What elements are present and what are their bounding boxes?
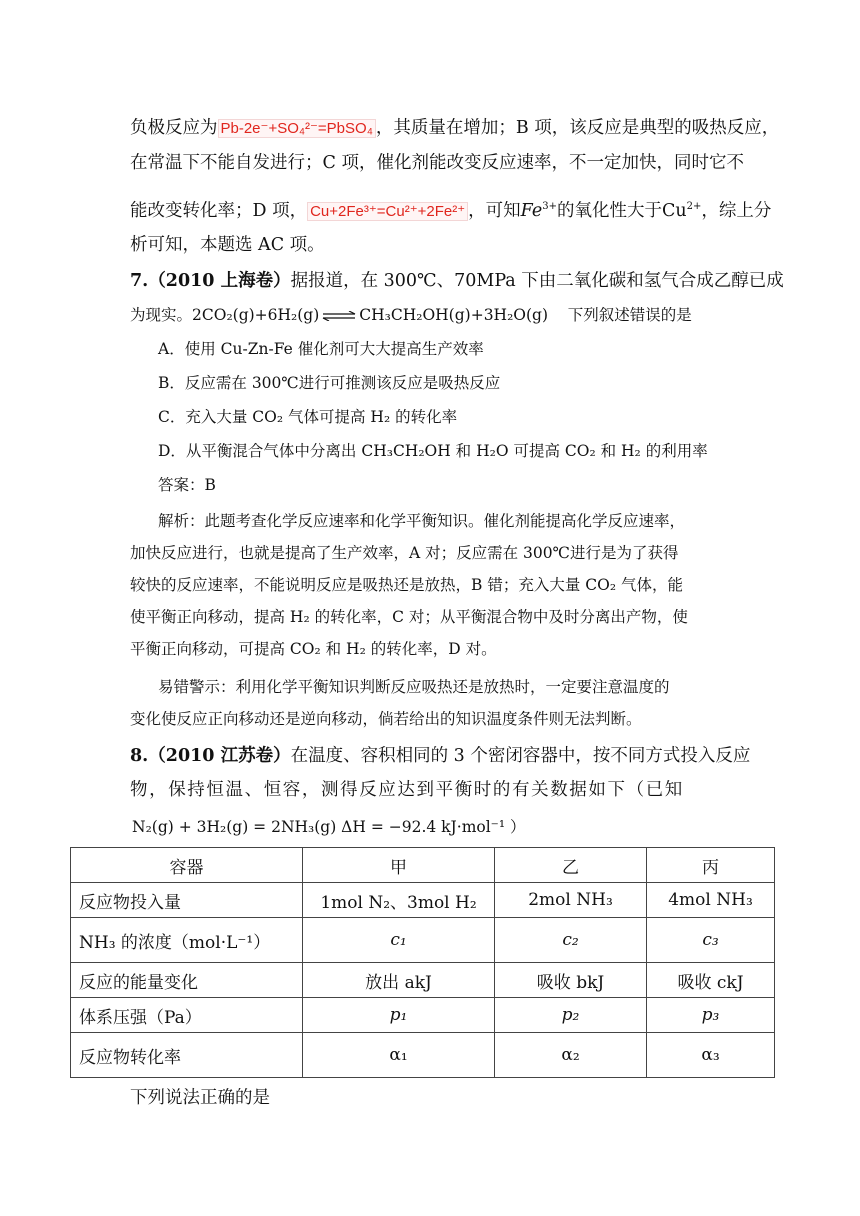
table-cell: c₁ bbox=[303, 918, 495, 963]
table-cell: 吸收 bkJ bbox=[495, 963, 647, 998]
data-table bbox=[70, 847, 775, 1078]
intro-text: 能改变转化率；D 项， bbox=[130, 201, 308, 221]
intro-text: ，可知 bbox=[468, 201, 521, 221]
intro-line-3 bbox=[130, 194, 772, 225]
q7-warning-line: 变化使反应正向移动还是逆向移动，倘若给出的知识温度条件则无法判断。 bbox=[130, 710, 642, 728]
table-header-row bbox=[71, 848, 775, 883]
table-cell: α₂ bbox=[495, 1033, 647, 1078]
q7-answer: 答案：B bbox=[158, 476, 216, 494]
table-cell: 放出 akJ bbox=[303, 963, 495, 998]
equation-right: CH₃CH₂OH(g)+3H₂O(g) bbox=[359, 306, 549, 324]
q7-analysis-line: 加快反应进行，也就是提高了生产效率，A 对；反应需在 300℃进行是为了获得 bbox=[130, 544, 679, 562]
q8-equation: N₂(g) + 3H₂(g) = 2NH₃(g) ΔH = −92.4 kJ·mol⁻¹ ） bbox=[132, 818, 526, 836]
table-row bbox=[71, 883, 775, 918]
intro-line-1 bbox=[130, 115, 780, 142]
question-number: 7. bbox=[130, 271, 149, 291]
q7-analysis-line: 使平衡正向移动，提高 H₂ 的转化率，C 对；从平衡混合物中及时分离出产物，使 bbox=[130, 608, 688, 626]
table-cell: p₃ bbox=[647, 998, 775, 1033]
q8-stem-line-1 bbox=[130, 743, 751, 769]
q7-option-d: D．从平衡混合气体中分离出 CH₃CH₂OH 和 H₂O 可提高 CO₂ 和 H₂ 的利用率 bbox=[158, 442, 708, 460]
intro-text: ，综上分 bbox=[701, 201, 772, 221]
question-stem: 为现实。 bbox=[130, 306, 193, 324]
question-stem: 下列叙述错误的是 bbox=[567, 306, 692, 324]
equation-left: 2CO₂(g)+6H₂(g) bbox=[192, 306, 320, 324]
table-cell: c₃ bbox=[647, 918, 775, 963]
formula-image-cu-fe: Cu+2Fe³⁺=Cu²⁺+2Fe²⁺ bbox=[307, 202, 468, 221]
table-cell: α₃ bbox=[647, 1033, 775, 1078]
table-cell: c₂ bbox=[495, 918, 647, 963]
table-row bbox=[71, 998, 775, 1033]
q7-stem-line-2 bbox=[130, 302, 740, 328]
table-row bbox=[71, 963, 775, 998]
question-source: （2010 上海卷） bbox=[148, 271, 291, 291]
q7-analysis-line: 较快的反应速率，不能说明反应是吸热还是放热，B 错；充入大量 CO₂ 气体，能 bbox=[130, 576, 683, 594]
q7-warning-line: 易错警示：利用化学平衡知识判断反应吸热还是放热时，一定要注意温度的 bbox=[158, 678, 670, 696]
table-header-cell: 容器 bbox=[71, 848, 303, 883]
table-cell: p₁ bbox=[303, 998, 495, 1033]
q7-option-a: A．使用 Cu-Zn-Fe 催化剂可大大提高生产效率 bbox=[158, 340, 484, 358]
cu-symbol: Cu bbox=[661, 201, 687, 221]
equilibrium-arrow-icon bbox=[322, 311, 356, 321]
intro-text: 负极反应为 bbox=[130, 118, 218, 138]
q7-analysis-line: 平衡正向移动，可提高 CO₂ 和 H₂ 的转化率，D 对。 bbox=[130, 640, 497, 658]
question-stem: 在温度、容积相同的 3 个密闭容器中，按不同方式投入反应 bbox=[290, 746, 751, 766]
intro-line-4: 析可知，本题选 AC 项。 bbox=[130, 235, 325, 255]
fe-charge: 3+ bbox=[542, 201, 557, 212]
table-header-cell: 乙 bbox=[495, 848, 647, 883]
q7-analysis-line: 解析：此题考查化学反应速率和化学平衡知识。催化剂能提高化学反应速率， bbox=[158, 512, 686, 530]
table-cell: 4mol NH₃ bbox=[647, 883, 775, 918]
table-row bbox=[71, 1033, 775, 1078]
table-header-cell: 甲 bbox=[303, 848, 495, 883]
question-number: 8. bbox=[130, 746, 149, 766]
table-cell: α₁ bbox=[303, 1033, 495, 1078]
question-stem: 据报道，在 300℃、70MPa 下由二氧化碳和氢气合成乙醇已成 bbox=[290, 271, 784, 291]
table-cell: 反应物投入量 bbox=[71, 883, 303, 918]
table-cell: 反应物转化率 bbox=[71, 1033, 303, 1078]
table-header-cell: 丙 bbox=[647, 848, 775, 883]
formula-image-pbso4: Pb-2e⁻+SO₄²⁻=PbSO₄ bbox=[218, 119, 376, 138]
table-cell: p₂ bbox=[495, 998, 647, 1033]
question-source: （2010 江苏卷） bbox=[148, 746, 291, 766]
q8-stem-line-2: 物，保持恒温、恒容，测得反应达到平衡时的有关数据如下（已知 bbox=[130, 780, 684, 800]
intro-text: 的氧化性大于 bbox=[556, 201, 662, 221]
q7-option-c: C．充入大量 CO₂ 气体可提高 H₂ 的转化率 bbox=[158, 408, 458, 426]
table-cell: 吸收 ckJ bbox=[647, 963, 775, 998]
table-cell: 体系压强（Pa） bbox=[71, 998, 303, 1033]
q8-question-prompt: 下列说法正确的是 bbox=[130, 1088, 270, 1108]
cu-charge: 2+ bbox=[686, 201, 702, 212]
table-cell: NH₃ 的浓度（mol·L⁻¹） bbox=[71, 918, 303, 963]
q7-option-b: B．反应需在 300℃进行可推测该反应是吸热反应 bbox=[158, 374, 501, 392]
table-cell: 1mol N₂、3mol H₂ bbox=[303, 883, 495, 918]
intro-line-2: 在常温下不能自发进行；C 项，催化剂能改变反应速率，不一定加快，同时它不 bbox=[130, 153, 744, 173]
intro-text: ，其质量在增加；B 项，该反应是典型的吸热反应， bbox=[375, 118, 780, 138]
table-row bbox=[71, 918, 775, 963]
table-cell: 反应的能量变化 bbox=[71, 963, 303, 998]
q7-stem-line-1 bbox=[130, 268, 784, 294]
fe-symbol: Fe bbox=[520, 201, 543, 221]
table-cell: 2mol NH₃ bbox=[495, 883, 647, 918]
